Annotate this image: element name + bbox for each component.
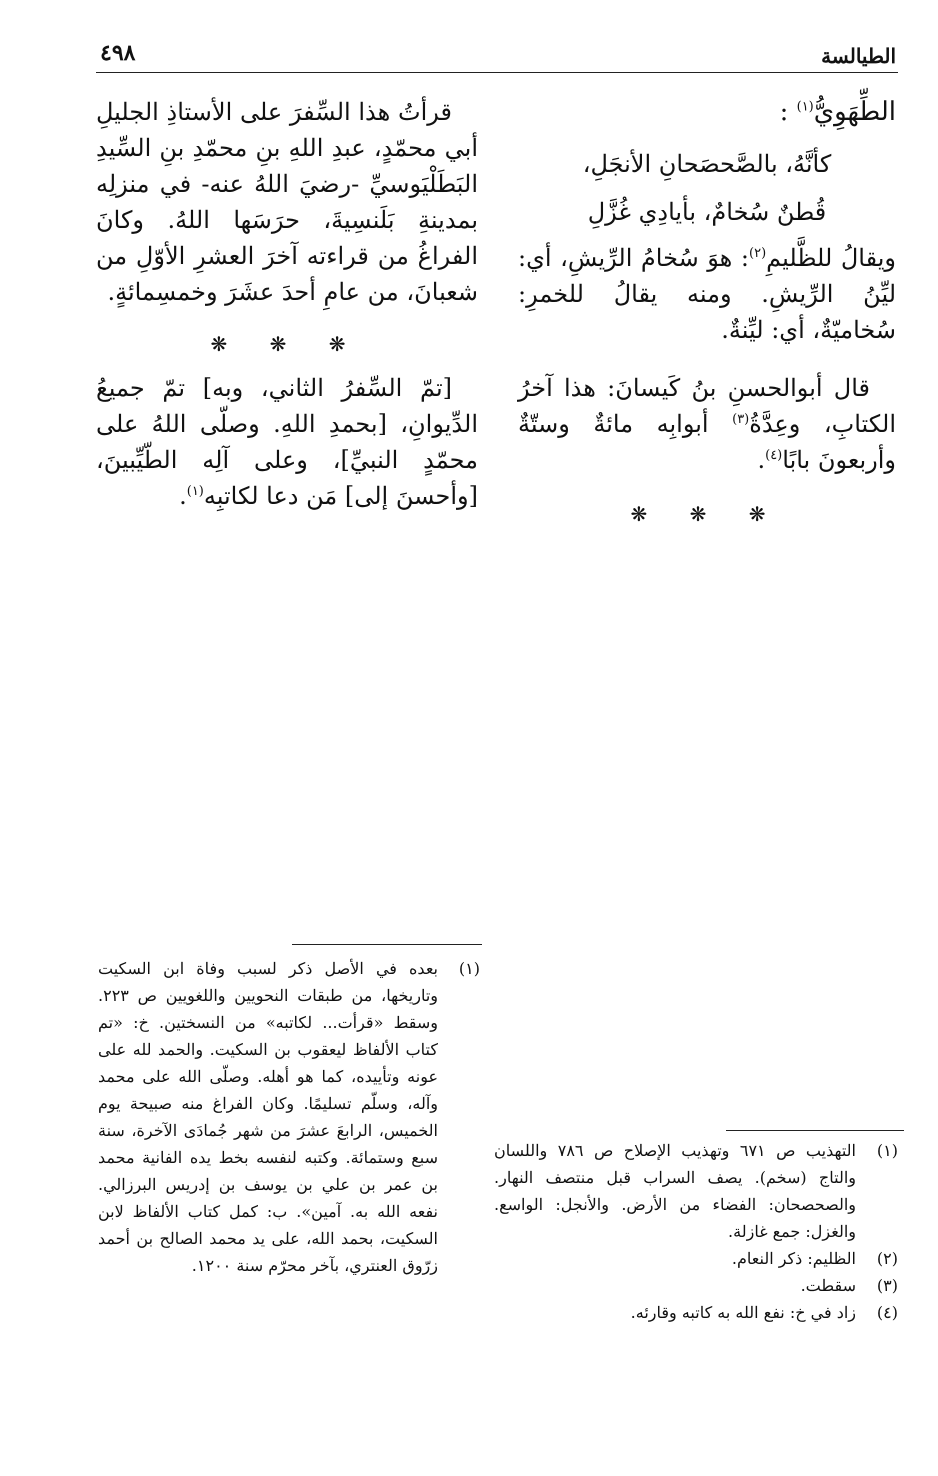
footnote-text: زاد في خ: نفع الله به كاتبه وقارئه. [630,1303,856,1322]
footnote-number: (٣) [876,1276,898,1295]
section-separator: ❋ ❋ ❋ [630,502,784,526]
verse-line-2: قُطنٌ سُخامٌ، بأيادِي غُزَّلِ [587,198,827,226]
footnote-ref: (٢) [749,246,767,261]
entry-colon: : [779,97,789,127]
footnote-item [98,955,480,1279]
left-column [96,94,478,514]
paragraph-ostrich-start: ويقالُ للظَّليمِ [766,244,896,272]
footnote-rule-right [726,1130,904,1131]
footnote-number: (١) [876,1141,898,1160]
footnote-rule-left [292,944,482,945]
footnote-ref: (٣) [732,412,750,427]
paragraph-colophon [518,370,896,478]
paragraph-closing-text: [تمّ السِّفرُ الثاني، وبه] تمّ جميعُ الدِّيوانِ، [بحمدِ اللهِ. وصلّى اللهُ على محمّدٍ النبيِّ]، وعلى آلِه الطّيِّبينَ، [وأحسنَ إلى] مَن دعا لكاتبِه [96,374,478,510]
paragraph-closing [96,370,478,514]
footnote-item [494,1245,898,1272]
page-number: ٤٩٨ [100,40,136,66]
footnotes-right [494,1137,898,1326]
footnote-text: سقطت. [800,1276,856,1295]
header-rule [96,72,898,73]
entry-word: الطِّهَوِيُّ [813,97,896,127]
footnote-text: الظليم: ذكر النعام. [731,1249,856,1268]
footnote-text: بعده في الأصل ذكر لسبب وفاة ابن السكيت وتاريخها، من طبقات النحويين واللغويين ص ٢٢٣. وسقط «قرأت... لكاتبه» من النسختين. خ: «تم كتاب الألفاظ ليعقوب بن السكيت. والحمد لله على عونه وتأييده، كما هو أهله. وصلّى الله على محمد وآله، وسلّم تسليمًا. وكان الفراغ منه صبيحة يوم الخميس، الرابعَ عشرَ من شهر جُمادَى الآخرة، سنة سبع وستمائة. وكتبه لنفسه بخط يده الفانية محمد بن عمر بن علي بن يوسف بن إدريس البرزالي. نفعه الله به. آمين». ب: كمل كتاب الألفاظ لابن السكيت، بحمد الله، على يد محمد الصالح بن أحمد زرّوق العنتري، بآخر محرّم سنة ١٢٠٠. [98,959,438,1275]
footnote-item [494,1272,898,1299]
paragraph-closing-end: . [179,482,187,510]
paragraph-ostrich [518,240,896,348]
paragraph-colophon-end: . [757,446,766,474]
paragraph-reading-note: قرأتُ هذا السِّفرَ على الأستاذِ الجليلِ أبي محمّدٍ، عبدِ اللهِ بنِ محمّدِ بنِ السِّيدِ البَطَلْيَوسيِّ -رضيَ اللهُ عنه- في منزلِه بمدينةِ بَلَنسِيةَ، حرَسَها اللهُ. وكانَ الفراغُ من قراءته آخرَ العشرِ الأوّلِ من شعبانَ، من عامِ أحدَ عشَرَ وخمسِمائةٍ. [96,98,478,306]
footnote-number: (١) [458,959,480,978]
footnotes-left [98,955,480,1279]
section-separator: ❋ ❋ ❋ [210,332,364,356]
running-title: الطيالسة [821,44,896,68]
footnote-ref: (٤) [765,448,783,463]
verse-line-1: كأنَّهُ، بالصَّحصَحانِ الأنجَلِ، [582,150,832,178]
footnote-item [494,1299,898,1326]
footnote-ref: (١) [186,484,204,499]
footnote-number: (٤) [876,1303,898,1322]
paragraph-ostrich-rest: : هوَ سُخامُ الرِّيشِ، أي: ليِّنُ الرِّيشِ. ومنه يقالُ للخمرِ: سُخاميّةٌ، أي: ليِّنةٌ. [518,244,896,344]
footnote-item [494,1137,898,1245]
entry-heading [518,94,896,130]
paragraph-colophon-start: قال أبوالحسنِ بنُ كَيسانَ: هذا آخرُ الكتابِ، وعِدَّةُ [518,374,896,438]
footnote-number: (٢) [876,1249,898,1268]
paragraph-colophon-rest: أبوابِه مائةٌ وستّةٌ وأربعونَ بابًا [518,410,896,474]
footnote-text: التهذيب ص ٦٧١ وتهذيب الإصلاح ص ٧٨٦ واللسان والتاج (سخم). يصف السراب قبل منتصف النهار. والصحصحان: الفضاء من الأرض. والأنجل: الواسع. والغزل: جمع غازلة. [494,1141,857,1241]
right-column [518,94,896,540]
footnote-ref: (١) [796,99,814,115]
